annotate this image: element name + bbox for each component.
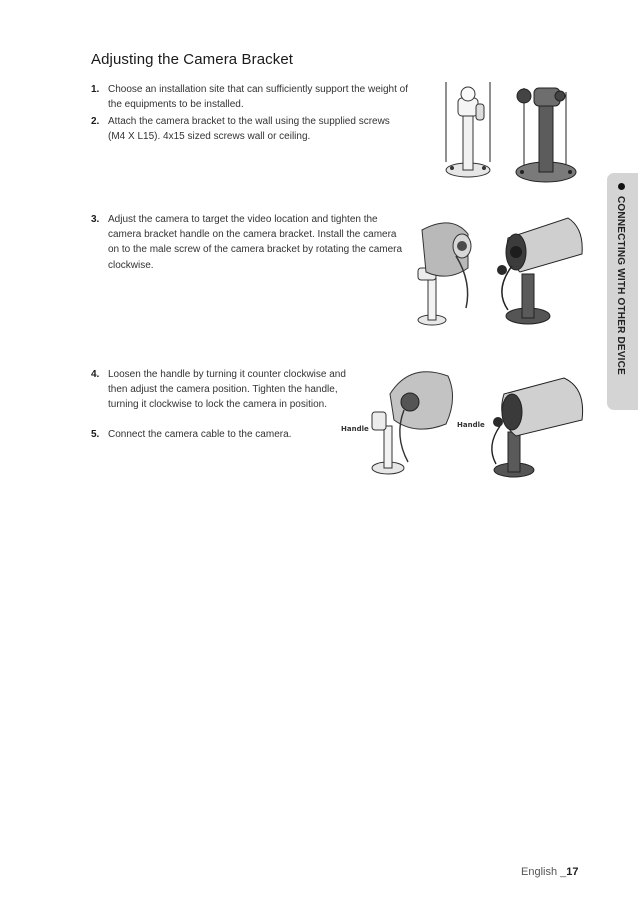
step-text: Attach the camera bracket to the wall using the supplied screws (M4 X L15). 4x15 sized screws wall or ceiling. [108,116,390,143]
section-side-tab-label: CONNECTING WITH OTHER DEVICE [615,196,626,375]
page-number: 17 [566,866,579,878]
step-2 [91,114,409,144]
section-side-tab [607,173,638,410]
page-title: Adjusting the Camera Bracket [91,51,294,68]
step-1 [91,82,421,112]
step-text: Choose an installation site that can sufficiently support the weight of the equipments to be installed. [108,84,408,111]
step-number: 4. [91,369,100,380]
handle-label-left: Handle [341,425,369,433]
footer-language: English _ [521,866,567,878]
handle-adjust-illustration [364,364,590,482]
step-5 [91,427,353,442]
handle-label-right: Handle [457,421,485,429]
bracket-mounting-illustration [438,74,590,186]
step-text: Adjust the camera to target the video location and tighten the camera bracket handle on the camera bracket. Install the camera on to the male screw of the camera bracket by rotating the camera clockwise. [108,214,403,271]
step-4 [91,367,353,413]
step-3 [91,212,409,273]
step-number: 3. [91,214,100,225]
bullet-icon [618,183,625,190]
step-number: 2. [91,116,100,127]
step-text: Connect the camera cable to the camera. [108,429,292,440]
page-footer [521,866,579,878]
camera-install-illustration [412,212,588,326]
step-text: Loosen the handle by turning it counter clockwise and then adjust the camera position. Tighten the handle, turning it clockwise to lock the camera in position. [108,369,346,411]
step-number: 5. [91,429,100,440]
step-number: 1. [91,84,100,95]
